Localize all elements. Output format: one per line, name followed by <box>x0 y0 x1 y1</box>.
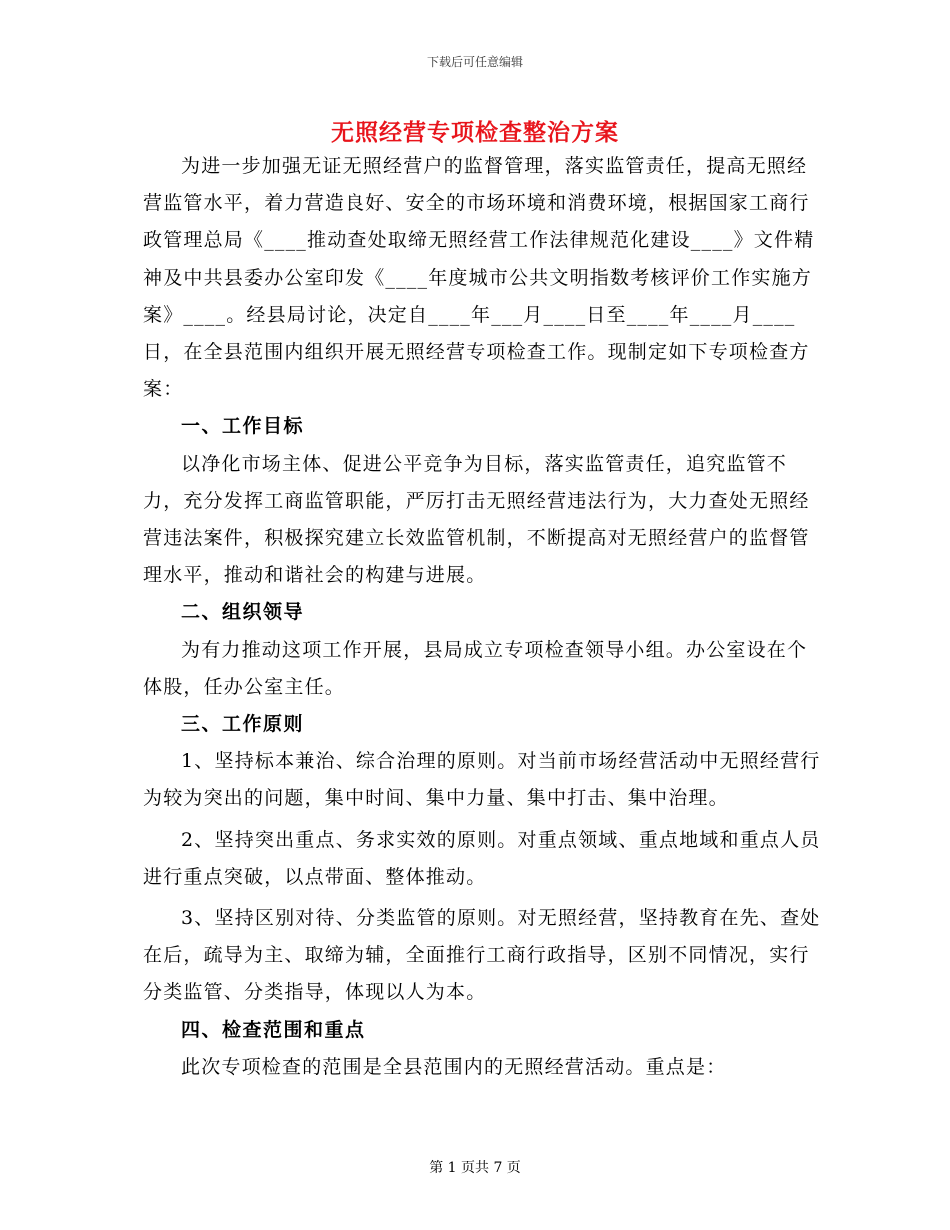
page-footer: 第 1 页共 7 页 <box>429 1160 521 1176</box>
scope-paragraph: 此次专项检查的范围是全县范围内的无照经营活动。重点是： <box>181 1055 727 1078</box>
principle-3-paragraph: 3、坚持区别对待、分类监管的原则。对无照经营，坚持教育在先、查处在后，疏导为主、取缔为辅，全面推行工商行政指导，区别不同情况，实行分类监管、分类指导，体现以人为本。 <box>143 907 821 1004</box>
section-heading-scope: 四、检查范围和重点 <box>181 1018 366 1041</box>
principle-2-paragraph: 2、坚持突出重点、务求实效的原则。对重点领域、重点地域和重点人员进行重点突破，以点带面、整体推动。 <box>143 828 821 888</box>
principle-1-paragraph: 1、坚持标本兼治、综合治理的原则。对当前市场经营活动中无照经营行为较为突出的问题，集中时间、集中力量、集中打击、集中治理。 <box>143 750 821 810</box>
document-title: 无照经营专项检查整治方案 <box>331 119 619 146</box>
section-heading-leadership: 二、组织领导 <box>181 601 305 624</box>
goals-paragraph: 以净化市场主体、促进公平竞争为目标，落实监管责任，追究监管不力，充分发挥工商监管职能，严厉打击无照经营违法行为，大力查处无照经营违法案件，积极探究建立长效监管机制，不断提高对无照经营户的监督管理水平，推动和谐社会的构建与进展。 <box>143 452 810 587</box>
intro-paragraph: 为进一步加强无证无照经营户的监督管理，落实监管责任，提高无照经营监管水平，着力营造良好、安全的市场环境和消费环境，根据国家工商行政管理总局《____推动查处取缔无照经营工作法律规范化建设____》文件精神及中共县委办公室印发《____年度城市公共文明指数考核评价工作实施方案》____。经县局讨论，决定自____年___月____日至____年____月____日，在全县范围内组织开展无照经营专项检查工作。现制定如下专项检查方案： <box>143 155 815 401</box>
section-heading-goals: 一、工作目标 <box>181 415 305 438</box>
section-heading-principles: 三、工作原则 <box>181 713 305 736</box>
header-note: 下载后可任意编辑 <box>426 55 523 69</box>
document-body <box>143 148 823 1086</box>
leadership-paragraph: 为有力推动这项工作开展，县局成立专项检查领导小组。办公室设在个体股，任办公室主任。 <box>143 638 808 698</box>
